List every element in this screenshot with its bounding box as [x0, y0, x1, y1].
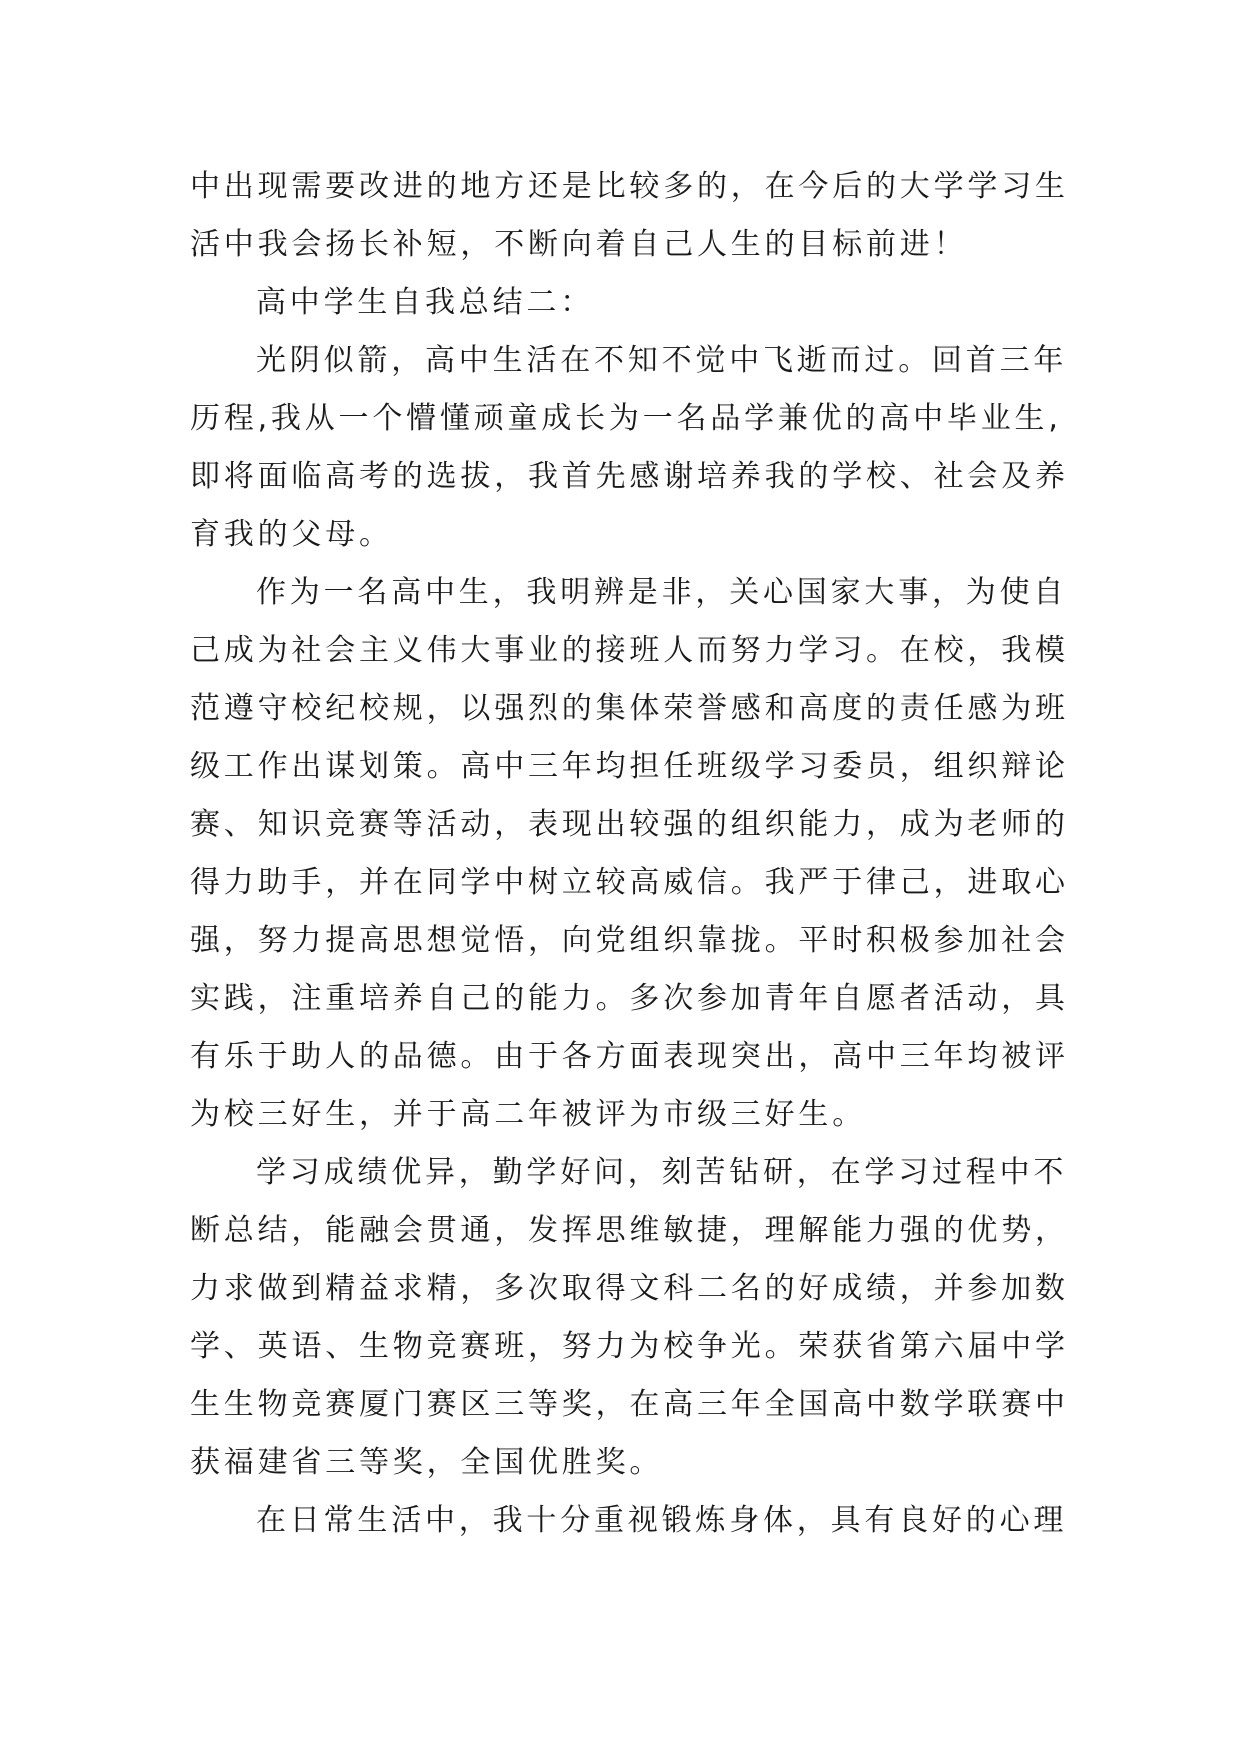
- text-line: 中出现需要改进的地方还是比较多的，在今后的大学学习生: [190, 169, 1069, 204]
- text-line: 历程,我从一个懵懂顽童成长为一名品学兼优的高中毕业生,: [190, 401, 1062, 436]
- text-line: 级工作出谋划策。高中三年均担任班级学习委员，组织辩论: [190, 749, 1069, 784]
- paragraph-first-line: 光阴似箭，高中生活在不知不觉中飞逝而过。回首三年: [256, 343, 1068, 378]
- paragraph-first-line: 学习成绩优异，勤学好问，刻苦钻研，在学习过程中不: [256, 1155, 1068, 1190]
- text-line: 己成为社会主义伟大事业的接班人而努力学习。在校，我模: [190, 633, 1069, 668]
- text-line: 为校三好生，并于高二年被评为市级三好生。: [190, 1097, 866, 1132]
- document-body: [190, 158, 1069, 1550]
- text-line: 范遵守校纪校规，以强烈的集体荣誉感和高度的责任感为班: [190, 691, 1069, 726]
- paragraph-first-line: 高中学生自我总结二：: [256, 285, 594, 320]
- text-line: 学、英语、生物竞赛班，努力为校争光。荣获省第六届中学: [190, 1329, 1069, 1364]
- text-line: 强，努力提高思想觉悟，向党组织靠拢。平时积极参加社会: [190, 923, 1069, 958]
- text-line: 即将面临高考的选拔，我首先感谢培养我的学校、社会及养: [190, 459, 1069, 494]
- text-line: 有乐于助人的品德。由于各方面表现突出，高中三年均被评: [190, 1039, 1069, 1074]
- text-line: 获福建省三等奖，全国优胜奖。: [190, 1445, 664, 1480]
- text-line: 实践，注重培养自己的能力。多次参加青年自愿者活动，具: [190, 981, 1069, 1016]
- text-line: 育我的父母。: [190, 517, 393, 552]
- paragraph-first-line: 在日常生活中，我十分重视锻炼身体，具有良好的心理: [256, 1503, 1068, 1538]
- text-line: 赛、知识竞赛等活动，表现出较强的组织能力，成为老师的: [190, 807, 1069, 842]
- text-line: 得力助手，并在同学中树立较高威信。我严于律己，进取心: [190, 865, 1069, 900]
- text-line: 断总结，能融会贯通，发挥思维敏捷，理解能力强的优势，: [190, 1213, 1069, 1248]
- text-line: 力求做到精益求精，多次取得文科二名的好成绩，并参加数: [190, 1271, 1069, 1306]
- paragraph-first-line: 作为一名高中生，我明辨是非，关心国家大事，为使自: [256, 575, 1068, 610]
- text-line: 生生物竞赛厦门赛区三等奖，在高三年全国高中数学联赛中: [190, 1387, 1069, 1422]
- text-line: 活中我会扬长补短，不断向着自己人生的目标前进！: [190, 227, 968, 262]
